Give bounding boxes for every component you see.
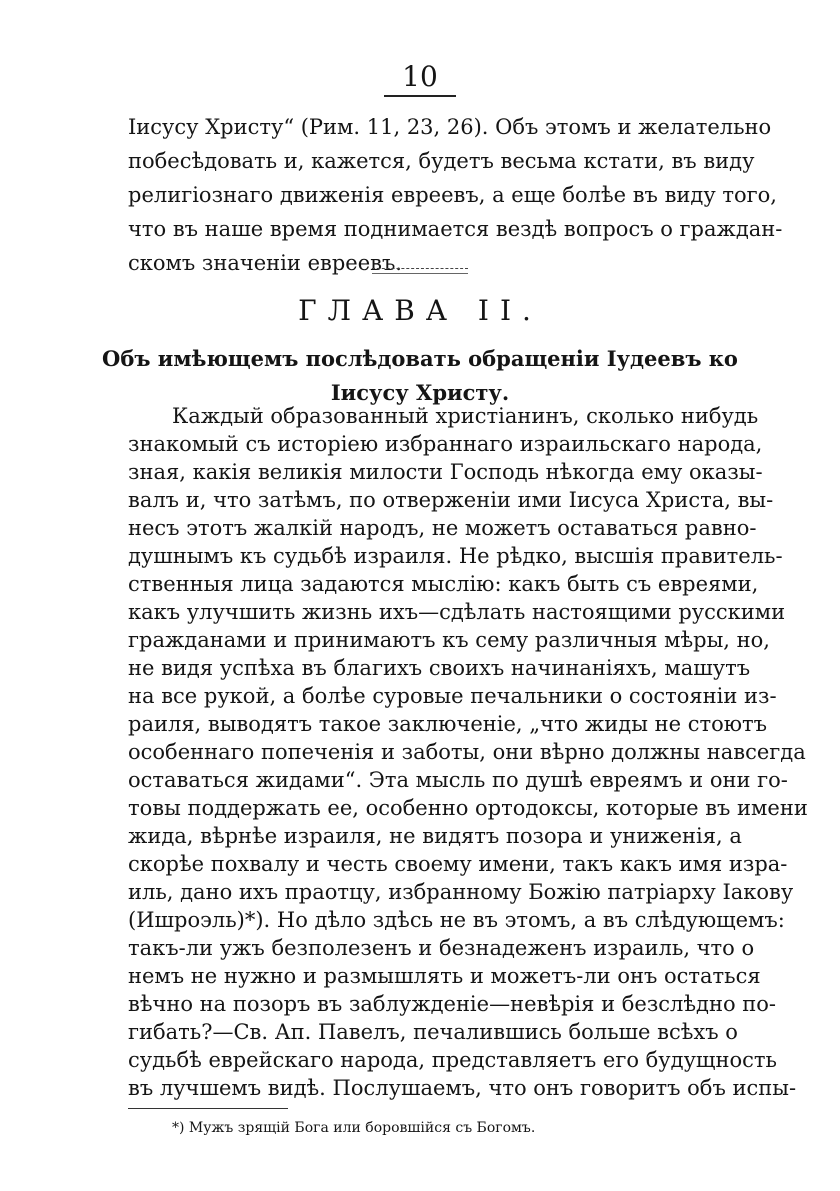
- chapter-title: ГЛАВА II.: [298, 294, 542, 327]
- text-line: судьбѣ еврейскаго народа, представляетъ его будущность: [128, 1048, 777, 1073]
- text-line: жида, вѣрнѣе израиля, не видятъ позора и униженія, а: [128, 824, 742, 849]
- footnote: *) Мужъ зрящій Бога или боровшійся съ Богомъ.: [172, 1120, 536, 1137]
- text-line: какъ улучшить жизнь ихъ—сдѣлать настоящими русскими: [128, 600, 786, 625]
- text-line: раиля, выводятъ такое заключеніе, „что жиды не стоютъ: [128, 712, 767, 737]
- text-line: особеннаго попеченія и заботы, они вѣрно должны навсегда: [128, 740, 806, 765]
- text-line: скорѣе похвалу и честь своему имени, такъ какъ имя изра-: [128, 852, 788, 877]
- text-line: иль, дано ихъ праотцу, избранному Божію патріарху Іакову: [128, 880, 794, 905]
- section-divider: [372, 268, 468, 274]
- text-line: скомъ значеніи евреевъ.: [128, 251, 402, 275]
- text-line: несъ этотъ жалкій народъ, не можетъ оставаться равно-: [128, 516, 757, 541]
- text-line: вѣчно на позоръ въ заблужденіе—невѣрія и безслѣдно по-: [128, 992, 777, 1017]
- text-line: не видя успѣха въ благихъ своихъ начинаніяхъ, машутъ: [128, 656, 751, 681]
- text-line: Каждый образованный христіанинъ, сколько нибудь: [172, 404, 759, 428]
- text-line: что въ наше время поднимается вездѣ вопросъ о граждан-: [128, 217, 783, 241]
- text-line: знакомый съ исторіею избраннаго израильскаго народа,: [128, 432, 763, 457]
- text-line: гибать?—Св. Ап. Павелъ, печалившись больше всѣхъ о: [128, 1020, 738, 1045]
- text-line: товы поддержать ее, особенно ортодоксы, которые въ имени: [128, 796, 808, 821]
- text-line: побесѣдовать и, кажется, будетъ весьма кстати, въ виду: [128, 149, 755, 173]
- text-line: на все рукой, а болѣе суровые печальники о состояніи из-: [128, 684, 777, 709]
- text-line: такъ-ли ужъ безполезенъ и безнадеженъ израиль, что о: [128, 936, 755, 961]
- chapter-subtitle: Іисусу Христу.: [330, 380, 510, 405]
- text-line: душнымъ къ судьбѣ израиля. Не рѣдко, высшія правитель-: [128, 544, 783, 569]
- text-line: оставаться жидами“. Эта мысль по душѣ евреямъ и они го-: [128, 768, 788, 793]
- chapter-subtitle: Объ имѣющемъ послѣдовать обращеніи Іудеевъ ко: [102, 346, 738, 371]
- page-number: 10: [0, 60, 840, 97]
- text-line: ственныя лица задаются мыслію: какъ быть съ евреями,: [128, 572, 759, 597]
- text-line: валъ и, что затѣмъ, по отверженіи ими Іисуса Христа, вы-: [128, 488, 774, 513]
- text-line: Іисусу Христу“ (Рим. 11, 23, 26). Объ этомъ и желательно: [128, 115, 772, 139]
- text-line: немъ не нужно и размышлять и можетъ-ли онъ остаться: [128, 964, 761, 989]
- text-line: гражданами и принимаютъ къ сему различныя мѣры, но,: [128, 628, 770, 653]
- footnote-separator: [128, 1108, 288, 1109]
- text-line: зная, какія великія милости Господь нѣкогда ему оказы-: [128, 460, 763, 485]
- text-line: (Ишроэль)*). Но дѣло здѣсь не въ этомъ, а въ слѣдующемъ:: [128, 908, 785, 933]
- text-line: религіознаго движенія евреевъ, а еще болѣе въ виду того,: [128, 183, 777, 207]
- text-line: въ лучшемъ видѣ. Послушаемъ, что онъ говоритъ объ испы-: [128, 1076, 797, 1101]
